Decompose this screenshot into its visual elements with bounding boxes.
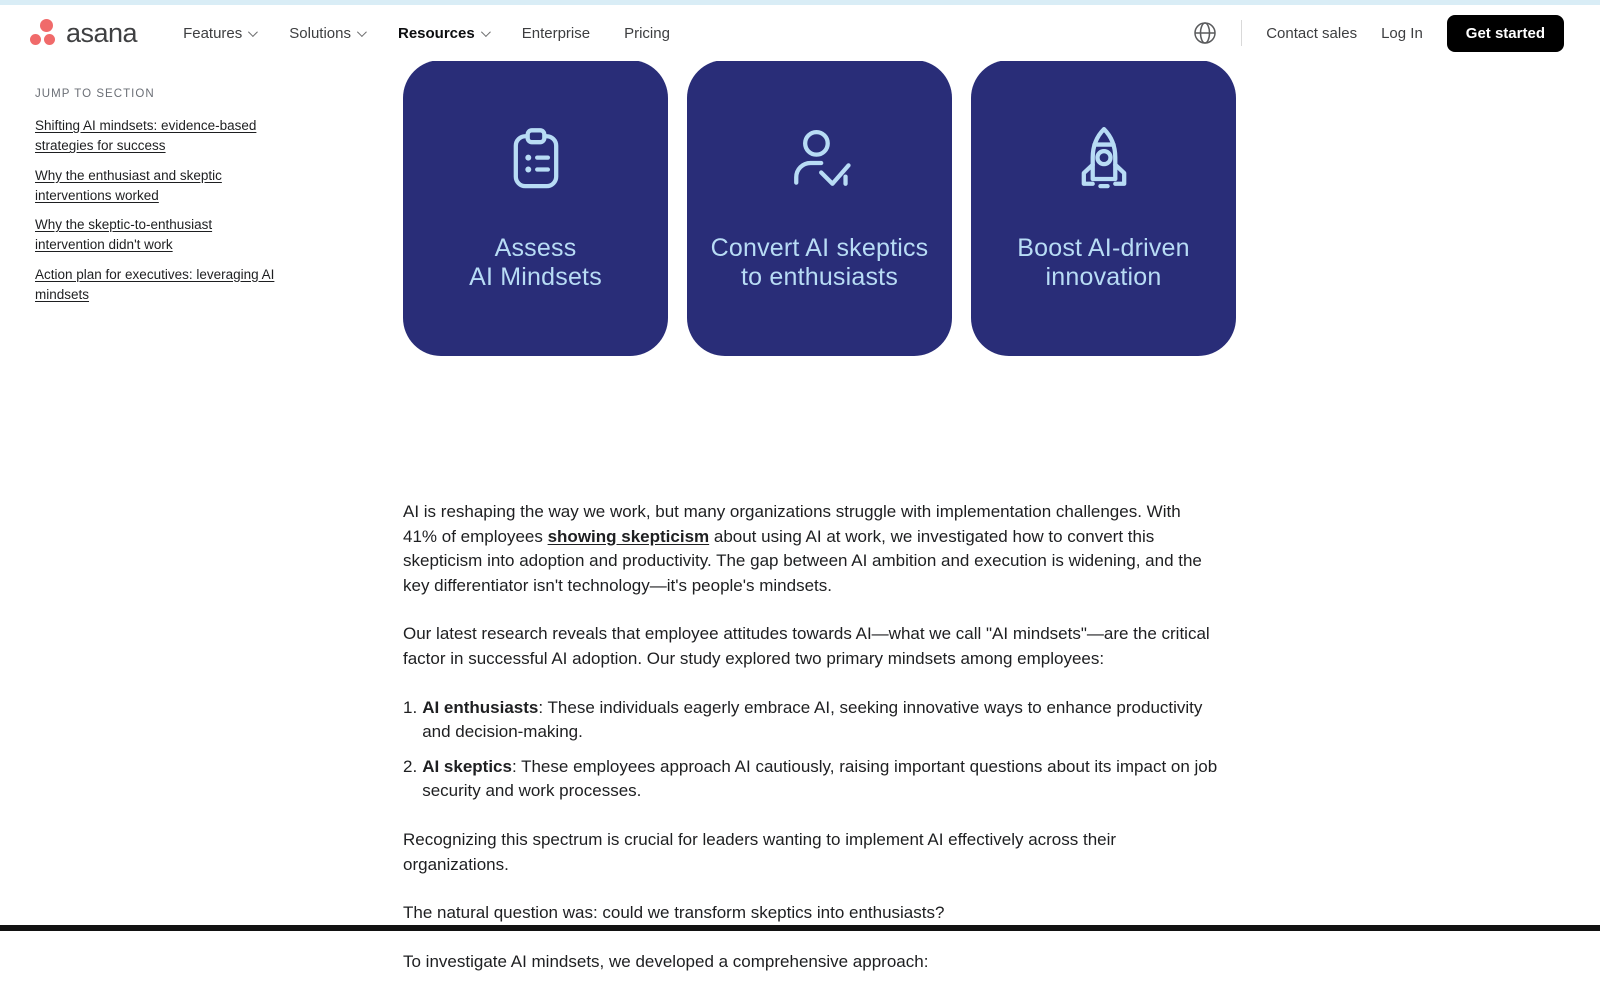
clipboard-list-icon (498, 122, 574, 198)
asana-logo[interactable] (28, 18, 137, 48)
nav-item-features[interactable]: Features (183, 25, 255, 42)
get-started-button[interactable]: Get started (1447, 15, 1564, 52)
nav-menu (183, 25, 670, 42)
chevron-down-icon (481, 27, 491, 37)
feature-cards-row (403, 60, 1236, 356)
main-navigation (0, 5, 1600, 61)
article-body (403, 500, 1218, 998)
card-boost-innovation (971, 60, 1236, 356)
paragraph-intro: AI is reshaping the way we work, but many organizations struggle with implementation challenges. With 41% of employees showing skepticism about using AI at work, we investigated how to convert this skepticism into adoption and productivity. The gap between AI ambition and execution is widening, and the key differentiator isn't technology—it's people's mindsets. (403, 502, 1202, 595)
nav-item-solutions[interactable]: Solutions (289, 25, 364, 42)
paragraph-investigate: To investigate AI mindsets, we developed a comprehensive approach: (403, 951, 929, 971)
chevron-down-icon (357, 27, 367, 37)
card-title: Boost AI-driven innovation (1017, 234, 1190, 291)
nav-item-enterprise[interactable]: Enterprise (521, 24, 591, 42)
asana-logo-wordmark: asana (66, 17, 138, 48)
paragraph-recognizing: Recognizing this spectrum is crucial for leaders wanting to implement AI effectively across their organizations. (403, 829, 1117, 874)
nav-item-resources[interactable]: Resources (398, 25, 488, 42)
chevron-down-icon (248, 27, 258, 37)
mindsets-list (403, 696, 1218, 804)
next-section-edge (0, 925, 1600, 931)
card-convert-skeptics (687, 60, 952, 356)
sidebar-link-why-interventions-worked[interactable]: Why the enthusiast and skeptic interventions worked (35, 167, 222, 203)
globe-icon[interactable] (1193, 21, 1217, 45)
card-assess-ai-mindsets (403, 60, 668, 356)
asana-logo-icon (28, 18, 58, 48)
sidebar-link-action-plan[interactable]: Action plan for executives: leveraging AI mindsets (35, 266, 275, 302)
rocket-icon (1066, 122, 1142, 198)
card-title: Assess AI Mindsets (469, 234, 602, 291)
card-title: Convert AI skeptics to enthusiasts (710, 234, 929, 291)
person-check-icon (782, 122, 858, 198)
list-item-enthusiasts: 1. AI enthusiasts: These individuals eagerly embrace AI, seeking innovative ways to enhance productivity and decision-making. (403, 697, 1203, 742)
paragraph-research: Our latest research reveals that employee attitudes towards AI—what we call "AI mindsets"—are the critical factor in successful AI adoption. Our study explored two primary mindsets among employees: (403, 624, 1210, 668)
nav-divider (1241, 20, 1242, 46)
sidebar-link-shifting-ai-mindsets[interactable]: Shifting AI mindsets: evidence-based strategies for success (35, 118, 257, 154)
sidebar-heading: JUMP TO SECTION (35, 88, 155, 100)
paragraph-natural-question: The natural question was: could we transform skeptics into enthusiasts? (403, 903, 945, 923)
contact-sales-link[interactable]: Contact sales (1266, 24, 1358, 42)
list-item-skeptics: 2. AI skeptics: These employees approach AI cautiously, raising important questions about its impact on job security and work processes. (403, 756, 1218, 801)
showing-skepticism-link[interactable]: showing skepticism (547, 526, 710, 546)
sidebar-link-why-intervention-didnt-work[interactable]: Why the skeptic-to-enthusiast intervention didn't work (35, 217, 213, 253)
jump-to-section-sidebar (35, 88, 275, 314)
log-in-link[interactable]: Log In (1381, 24, 1423, 42)
nav-item-pricing[interactable]: Pricing (624, 24, 670, 42)
nav-right-cluster (1193, 15, 1564, 52)
